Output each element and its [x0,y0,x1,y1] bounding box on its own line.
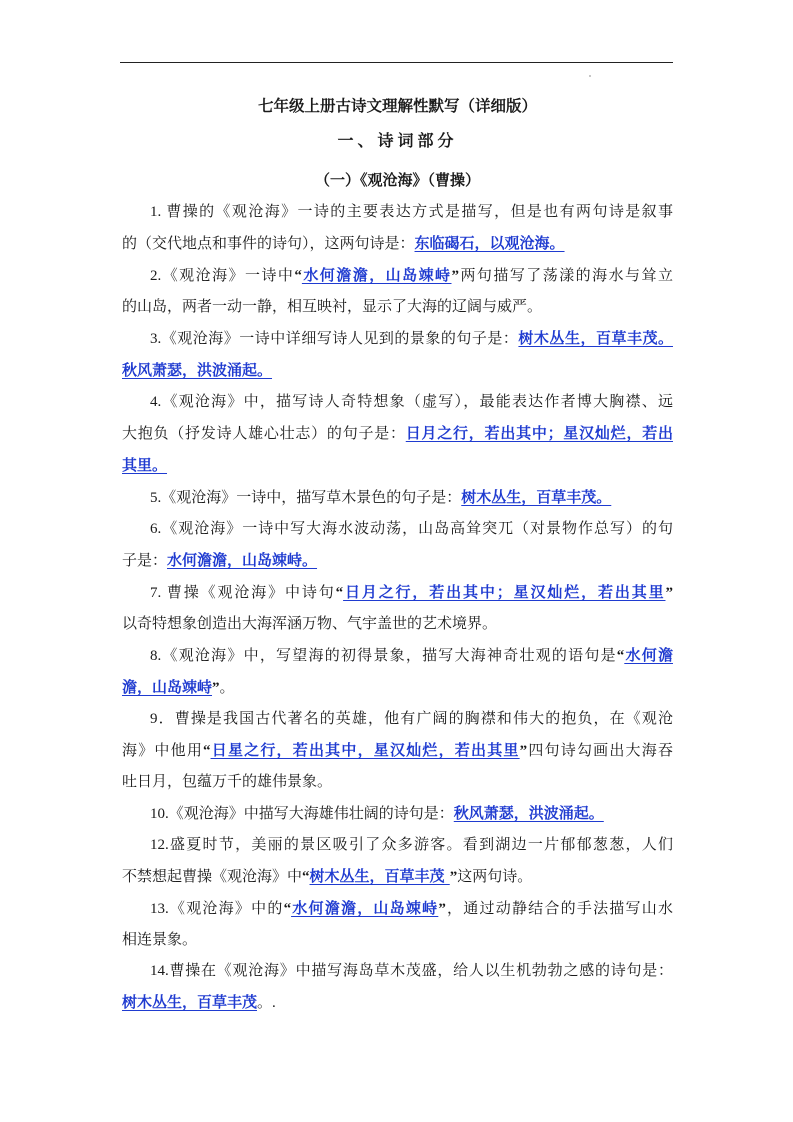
question-line [122,956,673,987]
question-text: 5.《观沧海》一诗中，描写草木景色的句子是： [150,490,462,506]
answer-text: 水何澹澹，山岛竦峙 [291,899,439,917]
question-line [122,418,673,450]
page-title: 七年级上册古诗文理解性默写（详细版） [257,96,537,115]
quote-mark: ” [451,268,459,284]
quote-mark: ” [665,585,673,601]
answer-text: 日月之行，若出其中；星汉灿烂，若出 [405,424,673,442]
question-text: 大抱负（抒发诗人雄心壮志）的句子是： [122,426,406,442]
question-text: 吐日月，包蕴万千的雄伟景象。 [122,774,333,790]
question-item [122,830,673,893]
quote-mark: “ [294,268,302,284]
question-item [122,197,673,260]
answer-text: 东临碣石，以观沧海。 [414,234,565,252]
quote-mark: “ [203,743,211,759]
quote-mark: ” [212,680,220,696]
question-text: 不禁想起曹操《观沧海》中 [122,869,303,885]
question-text: 4.《观沧海》中，描写诗人奇特想象（虚写），最能表达作者博大胸襟、远 [150,394,673,410]
question-text: 相连景象。 [122,932,198,948]
question-text: ，通过动静结合的手法描写山水 [445,901,673,917]
question-text: 。. [257,995,276,1011]
quote-mark: “ [335,585,344,601]
question-text: 14.曹操在《观沧海》中描写海岛草木茂盛，给人以生机勃勃之感的诗句是： [150,963,673,979]
question-text: 8.《观沧海》中，写望海的初得景象，描写大海神奇壮观的语句是 [150,648,617,664]
question-list [122,197,673,1019]
part-heading: 一、诗词部分 [337,131,458,150]
question-text: 1. 曹操的《观沧海》一诗的主要表达方式是描写，但是也有两句诗是叙事 [150,204,673,220]
question-line [122,609,673,640]
question-line [122,925,673,956]
quote-mark: ” [519,743,528,759]
question-line [122,514,673,545]
question-item [122,577,673,640]
question-line [122,197,673,228]
answer-text: 秋风萧瑟，洪波涌起。 [122,361,273,379]
question-text: 这两句诗。 [457,869,533,885]
answer-text: 日星之行，若出其中，星汉灿烂，若出其里 [210,741,520,759]
question-text: 12.盛夏时节，美丽的景区吸引了众多游客。看到湖边一片郁郁葱葱，人们 [150,837,673,853]
question-item [122,704,673,798]
question-item [122,514,673,577]
question-item [122,640,673,704]
answer-text: 水何澹 [624,646,673,664]
question-line [122,735,673,767]
question-line [122,292,673,323]
question-line [122,987,673,1019]
question-item [122,798,673,830]
quote-mark: “ [616,648,625,664]
header-rule [120,62,673,63]
section-heading: （一）《观沧海》（曹操） [314,171,480,189]
question-line [122,798,673,830]
question-text: 10.《观沧海》中描写大海雄伟壮阔的诗句是： [150,806,454,822]
question-line [122,545,673,577]
question-line [122,355,673,387]
question-text: 3.《观沧海》一诗中详细写诗人见到的景象的句子是： [150,331,519,347]
quote-mark: ” [438,901,446,917]
question-line [122,482,673,514]
question-line [122,387,673,418]
answer-text: 树木丛生，百草丰茂。 [461,488,612,506]
quote-mark: ” [449,869,458,885]
answer-text: 树木丛生，百草丰茂 [122,993,258,1011]
question-line [122,893,673,925]
question-item [122,893,673,956]
question-line [122,640,673,672]
question-text: 四句诗勾画出大海吞 [527,743,673,759]
question-line [122,323,673,355]
answer-text: 树木丛生，百草丰茂 [309,867,450,885]
question-item [122,482,673,514]
answer-text: 其里。 [122,456,168,474]
question-line [122,450,673,482]
question-item [122,260,673,323]
question-text: 13.《观沧海》中的 [150,901,284,917]
question-line [122,861,673,893]
question-line [122,577,673,609]
question-text: 以奇特想象创造出大海浑涵万物、气宇盖世的艺术境界。 [122,616,498,632]
quote-mark: “ [283,901,292,917]
answer-text: 水何澹澹，山岛竦峙。 [167,551,318,569]
question-line [122,767,673,798]
question-text: 的山岛，两者一动一静，相互映衬，显示了大海的辽阔与威严。 [122,299,543,315]
answer-text: 树木丛生，百草丰茂。 [518,329,673,347]
question-text: 海》中他用 [122,743,204,759]
answer-text: 日月之行，若出其中；星汉灿烂，若出其里 [343,583,666,601]
question-text: 9．曹操是我国古代著名的英雄，他有广阔的胸襟和伟大的抱负，在《观沧 [150,711,673,727]
question-line [122,228,673,260]
question-line [122,830,673,861]
question-item [122,323,673,387]
question-line [122,704,673,735]
question-text: 子是： [122,553,168,569]
question-text: 7. 曹操《观沧海》中诗句 [150,585,336,601]
question-line [122,672,673,704]
question-text: 6.《观沧海》一诗中写大海水波动荡，山岛高耸突兀（对景物作总写）的句 [150,521,673,537]
question-item [122,956,673,1019]
question-item [122,387,673,482]
quote-mark: “ [302,869,310,885]
page-mark [589,75,591,77]
question-text: 的（交代地点和事件的诗句），这两句诗是： [122,236,415,252]
question-text: 。 [219,680,235,696]
answer-text: 秋风萧瑟，洪波涌起。 [453,804,604,822]
answer-text: 水何澹澹，山岛竦峙 [301,266,452,284]
question-text: 2.《观沧海》一诗中 [150,268,295,284]
question-line [122,260,673,292]
answer-text: 澹，山岛竦峙 [122,678,213,696]
question-text: 两句描写了荡漾的海水与耸立 [459,268,673,284]
